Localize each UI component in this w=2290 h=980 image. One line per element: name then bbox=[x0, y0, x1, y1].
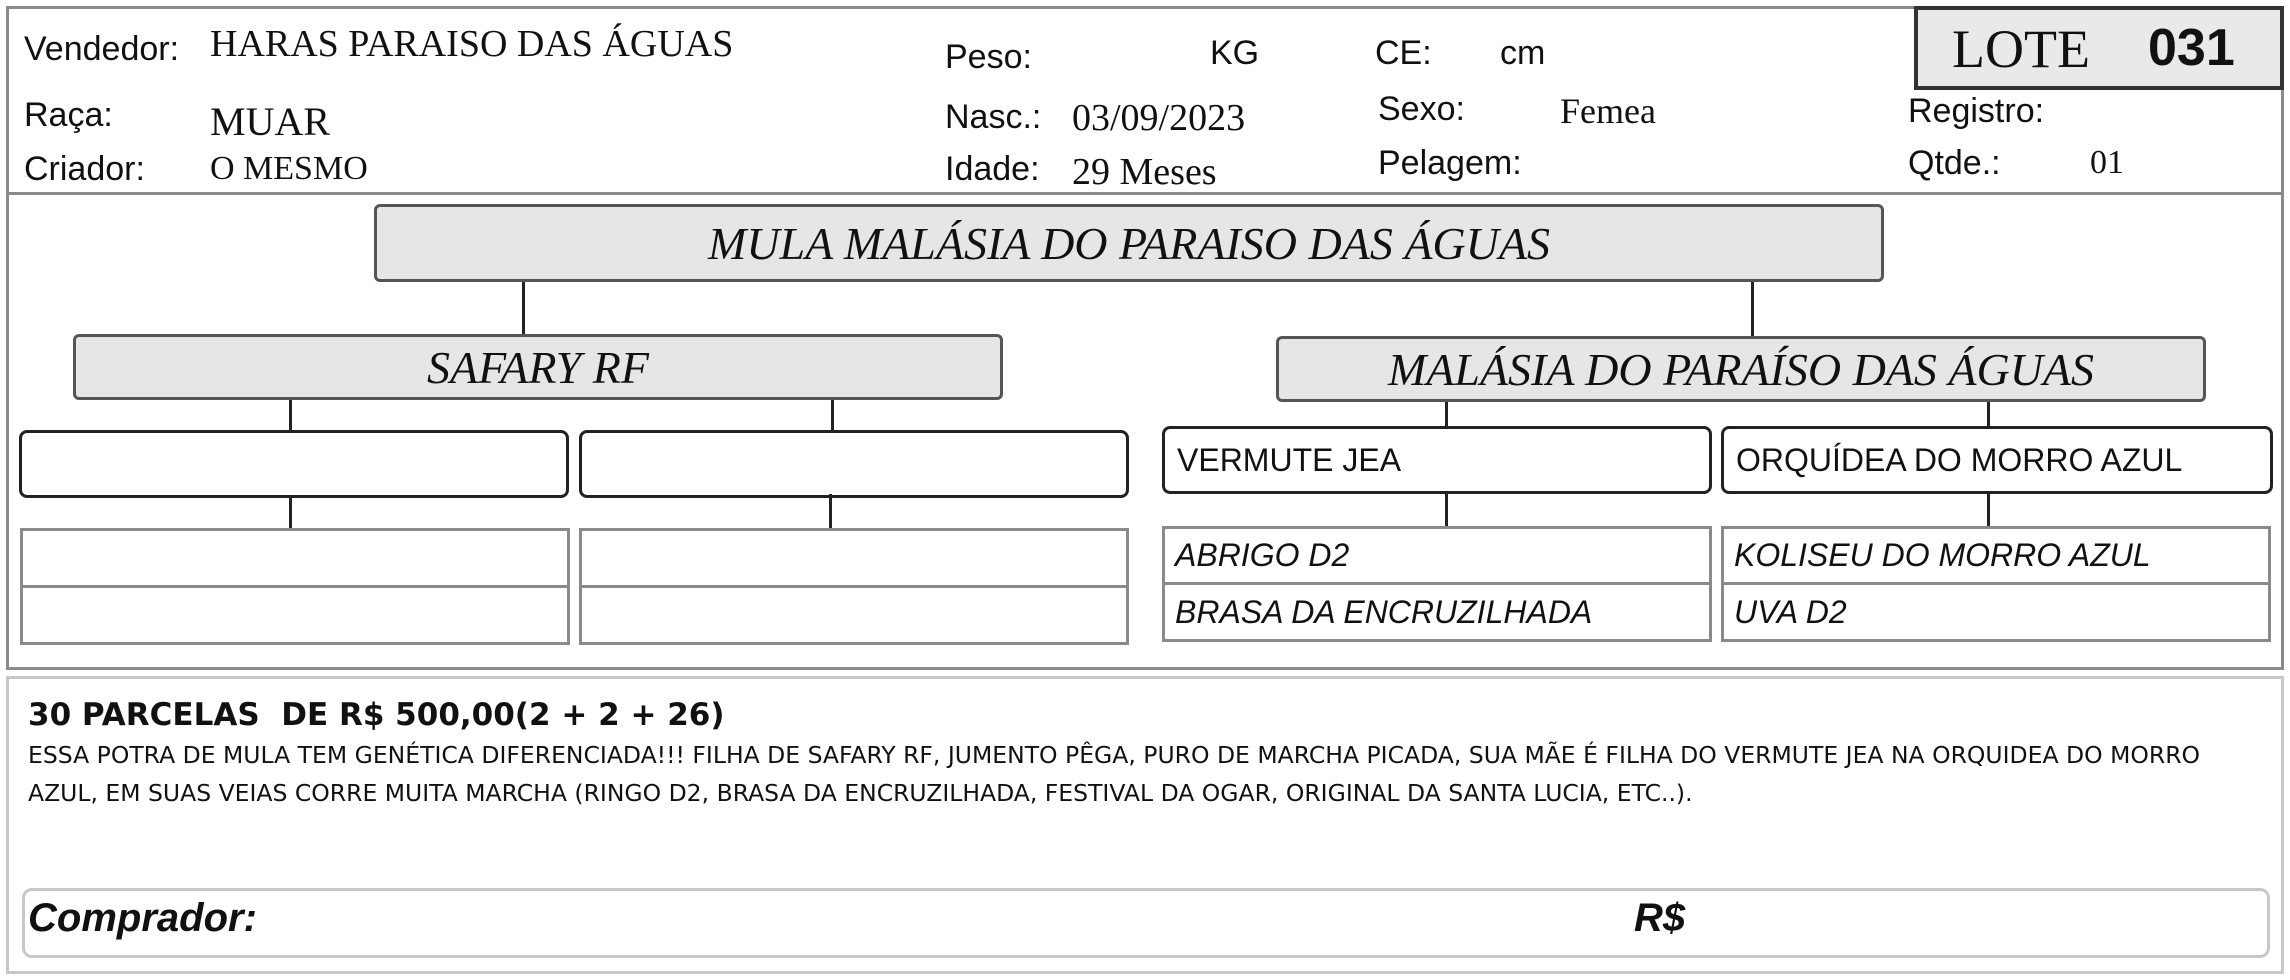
dam-grandsire-box: VERMUTE JEA bbox=[1162, 426, 1712, 494]
connector-animal-sire bbox=[522, 282, 525, 334]
qtde-value: 01 bbox=[2090, 144, 2124, 181]
animal-name-box: MULA MALÁSIA DO PARAISO DAS ÁGUAS bbox=[374, 204, 1884, 282]
ggp-cell-abrigo: ABRIGO D2 bbox=[1162, 526, 1712, 585]
nasc-value: 03/09/2023 bbox=[1072, 97, 1246, 139]
ggp-cell bbox=[579, 528, 1129, 588]
sire-name-box: SAFARY RF bbox=[73, 334, 1003, 400]
ce-unit: cm bbox=[1500, 34, 1546, 72]
dam-granddam-box: ORQUÍDEA DO MORRO AZUL bbox=[1721, 426, 2273, 494]
peso-label: Peso: bbox=[945, 38, 1032, 76]
sire-granddam-box bbox=[579, 430, 1129, 498]
connector-sire-grandsire bbox=[289, 400, 292, 432]
connector-sire-grandsire-ggp bbox=[289, 498, 292, 532]
ggp-cell bbox=[20, 528, 570, 588]
idade-value: 29 Meses bbox=[1072, 151, 1217, 193]
buyer-currency: R$ bbox=[1634, 896, 1686, 940]
connector-sire-granddam bbox=[831, 400, 834, 432]
sexo-value: Femea bbox=[1560, 91, 1656, 131]
registro-label: Registro: bbox=[1908, 92, 2045, 130]
buyer-field[interactable] bbox=[22, 888, 2270, 958]
ggp-cell bbox=[579, 585, 1129, 645]
criador-value: O MESMO bbox=[210, 150, 368, 187]
nasc-label: Nasc.: bbox=[945, 98, 1042, 136]
price-line: 30 PARCELAS DE R$ 500,00(2 + 2 + 26) bbox=[28, 697, 725, 733]
lote-number: 031 bbox=[2148, 19, 2235, 77]
criador-label: Criador: bbox=[24, 150, 145, 188]
dam-name-box: MALÁSIA DO PARAÍSO DAS ÁGUAS bbox=[1276, 336, 2206, 402]
ggp-cell bbox=[20, 585, 570, 645]
pelagem-label: Pelagem: bbox=[1378, 144, 1522, 182]
vendedor-value: HARAS PARAISO DAS ÁGUAS bbox=[210, 23, 734, 65]
idade-label: Idade: bbox=[945, 150, 1040, 188]
connector-animal-dam bbox=[1751, 282, 1754, 336]
sexo-label: Sexo: bbox=[1378, 90, 1465, 128]
peso-unit: KG bbox=[1210, 34, 1260, 72]
description-text: ESSA POTRA DE MULA TEM GENÉTICA DIFERENCIADA!!! FILHA DE SAFARY RF, JUMENTO PÊGA, PURO DE MARCHA PICADA, SUA MÃE É FILHA DO VERMUTE JEA NA ORQUIDEA DO MORRO AZUL, EM SUAS VEIAS CORRE MUITA MARCHA (RINGO D2, BRASA DA ENCRUZILHADA, FESTIVAL DA OGAR, ORIGINAL DA SANTA LUCIA, ETC..). bbox=[28, 741, 2201, 807]
connector-sire-granddam-ggp bbox=[829, 494, 832, 532]
vendedor-label: Vendedor: bbox=[24, 30, 180, 68]
ggp-cell-brasa: BRASA DA ENCRUZILHADA bbox=[1162, 582, 1712, 642]
qtde-label: Qtde.: bbox=[1908, 144, 2001, 182]
ce-label: CE: bbox=[1375, 34, 1432, 72]
ggp-cell-uva: UVA D2 bbox=[1721, 582, 2271, 642]
raca-value: MUAR bbox=[210, 99, 331, 144]
buyer-label: Comprador: bbox=[28, 896, 257, 940]
lote-label: LOTE bbox=[1952, 19, 2090, 79]
raca-label: Raça: bbox=[24, 96, 113, 134]
ggp-cell-koliseu: KOLISEU DO MORRO AZUL bbox=[1721, 526, 2271, 585]
sire-grandsire-box bbox=[19, 430, 569, 498]
